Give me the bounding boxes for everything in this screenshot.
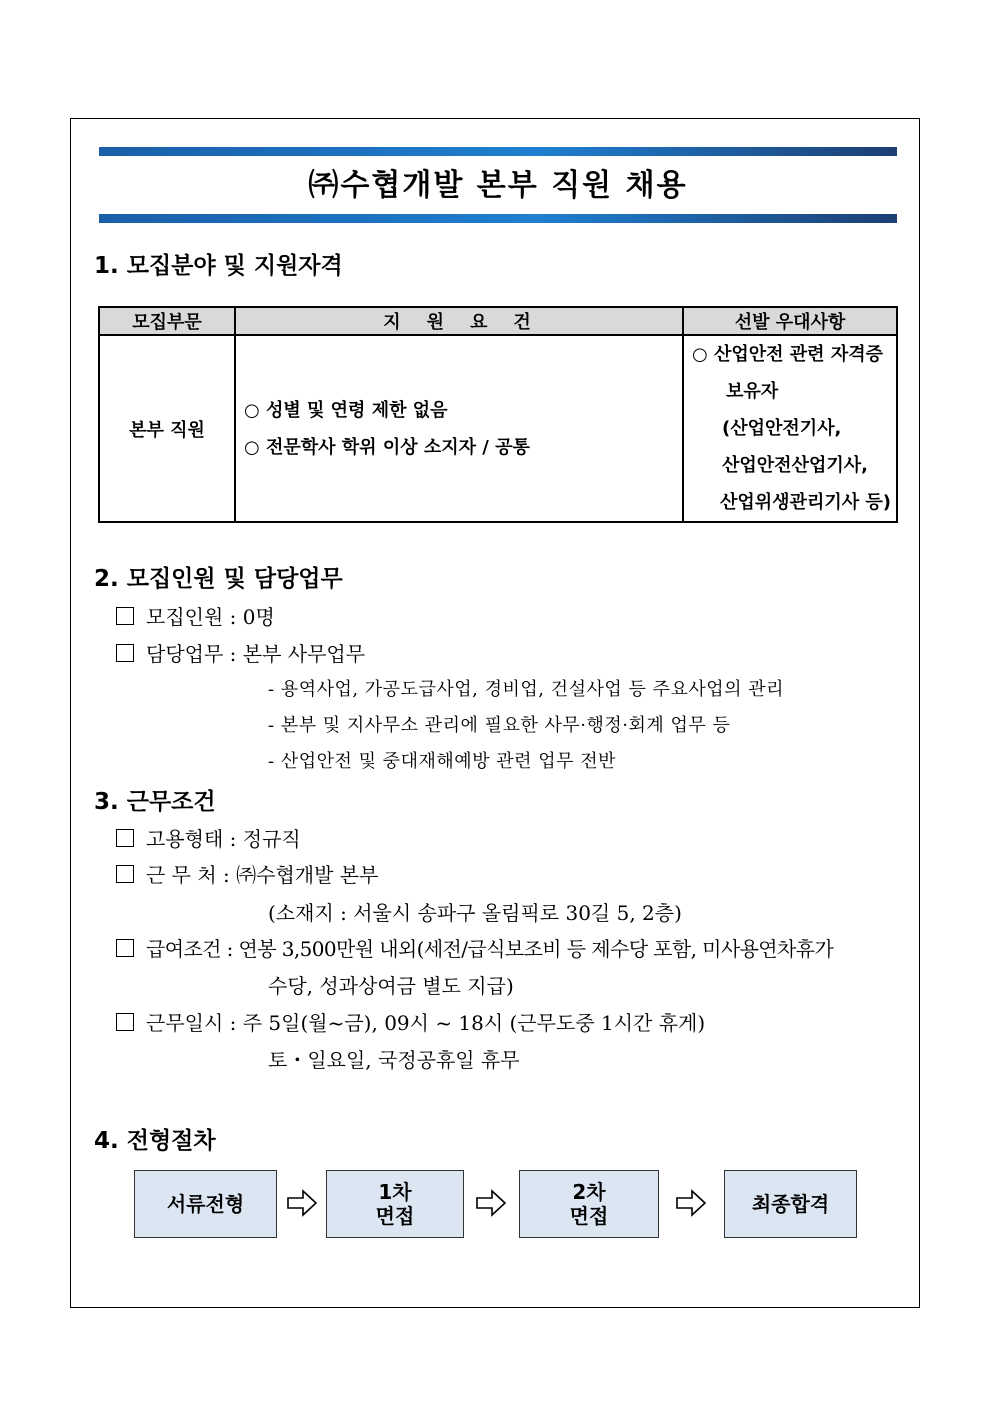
item-value: 0명 [242,605,275,629]
preferences-cell [683,335,897,522]
salary-item [116,933,833,962]
item-label: 급여조건 : [146,937,233,961]
header-requirements: 지 원 요 건 [235,307,683,335]
step-first-interview [326,1170,464,1238]
title-bar-top [99,147,897,156]
workplace-item [116,859,378,888]
section3-heading: 3. 근무조건 [94,789,216,815]
duty-detail: - 산업안전 및 중대재해예방 관련 업무 전반 [268,751,617,772]
table-header-row [99,307,897,335]
preference-line: 산업안전산업기사, [722,455,868,476]
preference-line: 산업위생관리기사 등) [720,492,891,513]
division-cell: 본부 직원 [99,335,235,522]
preference-line: ○ 산업안전 관련 자격증 [692,344,883,365]
step-label: 최종합격 [751,1192,830,1216]
item-label: 고용형태 : [146,827,237,851]
duty-detail: - 본부 및 지사무소 관리에 필요한 사무·행정·회계 업무 등 [268,715,731,736]
arrow-right-icon [286,1188,318,1218]
checkbox-square-icon [116,829,134,847]
requirements-cell [235,335,683,522]
requirement-item: ○ 성별 및 연령 제한 없음 [244,399,448,421]
hours-item [116,1007,705,1036]
checkbox-square-icon [116,939,134,957]
step-label: 면접 [375,1204,415,1228]
step-label: 면접 [569,1204,609,1228]
section4-heading: 4. 전형절차 [94,1128,216,1154]
item-value: ㈜수협개발 본부 [236,863,379,887]
preference-line: 보유자 [726,381,779,402]
step-label: 서류전형 [166,1192,245,1216]
employment-item [116,823,301,852]
workplace-address: (소재지 : 서울시 송파구 올림픽로 30길 5, 2층) [268,901,682,925]
item-value: 연봉 3,500만원 내외(세전/급식보조비 등 제수당 포함, 미사용연차휴가 [238,937,834,961]
item-label: 근 무 처 : [146,863,230,887]
header-division: 모집부문 [99,307,235,335]
header-preferences: 선발 우대사항 [683,307,897,335]
recruit-count-item [116,601,275,630]
duty-detail: - 용역사업, 가공도급사업, 경비업, 건설사업 등 주요사업의 관리 [268,679,784,700]
page-title: ㈜수협개발 본부 직원 채용 [308,168,688,203]
checkbox-square-icon [116,1013,134,1031]
arrow-right-icon [675,1188,707,1218]
table-row [99,335,897,522]
step-second-interview [519,1170,659,1238]
step-label: 2차 [572,1180,606,1204]
step-document-screening [134,1170,277,1238]
salary-continuation: 수당, 성과상여금 별도 지급) [268,974,514,998]
item-value: 주 5일(월~금), 09시 ~ 18시 (근무도중 1시간 휴게) [242,1011,706,1035]
arrow-right-icon [475,1188,507,1218]
step-label: 1차 [378,1180,412,1204]
hours-continuation: 토・일요일, 국정공휴일 휴무 [268,1048,520,1072]
checkbox-square-icon [116,644,134,662]
checkbox-square-icon [116,865,134,883]
item-label: 근무일시 : [146,1011,237,1035]
section2-heading: 2. 모집인원 및 담당업무 [94,566,343,592]
item-value: 정규직 [242,827,301,851]
requirements-table [98,306,898,523]
checkbox-square-icon [116,607,134,625]
item-label: 담당업무 : [146,642,237,666]
section1-heading: 1. 모집분야 및 지원자격 [94,253,343,279]
duty-item [116,638,365,667]
item-value: 본부 사무업무 [242,642,366,666]
title-bar-bottom [99,214,897,223]
item-label: 모집인원 : [146,605,237,629]
step-final-pass [724,1170,857,1238]
preference-line: (산업안전기사, [722,418,842,439]
requirement-item: ○ 전문학사 학위 이상 소지자 / 공통 [244,436,530,458]
